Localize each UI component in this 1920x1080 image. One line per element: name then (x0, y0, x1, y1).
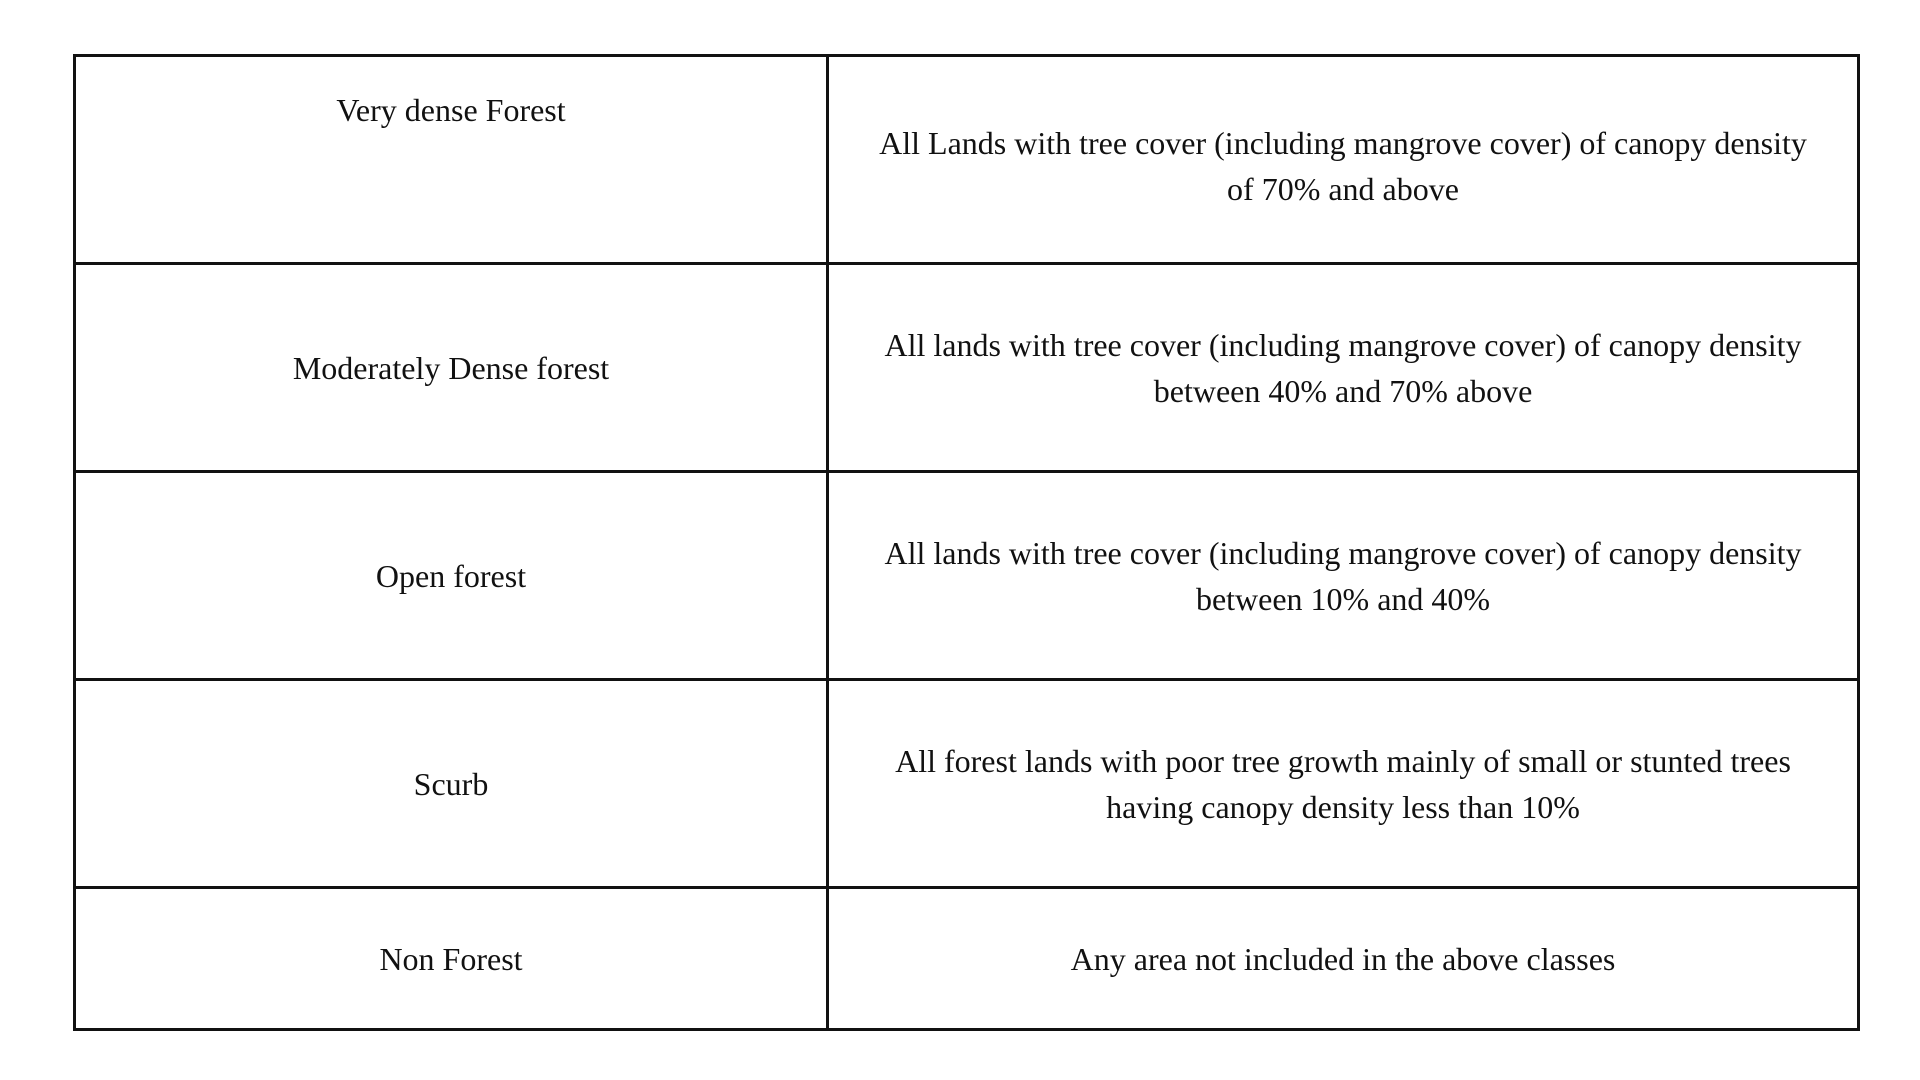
canopy-description-cell: All Lands with tree cover (including mangrove cover) of canopy density of 70% and above (828, 56, 1859, 264)
table-row (75, 680, 1859, 888)
canopy-description-cell: All lands with tree cover (including mangrove cover) of canopy density between 10% and 40% (828, 472, 1859, 680)
canopy-description-cell: All lands with tree cover (including mangrove cover) of canopy density between 40% and 70% above (828, 264, 1859, 472)
table-row (75, 264, 1859, 472)
forest-class-cell: Very dense Forest (75, 56, 828, 264)
forest-class-cell: Non Forest (75, 888, 828, 1030)
forest-class-cell: Moderately Dense forest (75, 264, 828, 472)
forest-class-cell: Scurb (75, 680, 828, 888)
canopy-description-cell: Any area not included in the above classes (828, 888, 1859, 1030)
table-row (75, 472, 1859, 680)
table-row (75, 56, 1859, 264)
canopy-description-cell: All forest lands with poor tree growth mainly of small or stunted trees having canopy density less than 10% (828, 680, 1859, 888)
forest-class-cell: Open forest (75, 472, 828, 680)
table-row (75, 888, 1859, 1030)
forest-classification-table (73, 54, 1860, 1031)
